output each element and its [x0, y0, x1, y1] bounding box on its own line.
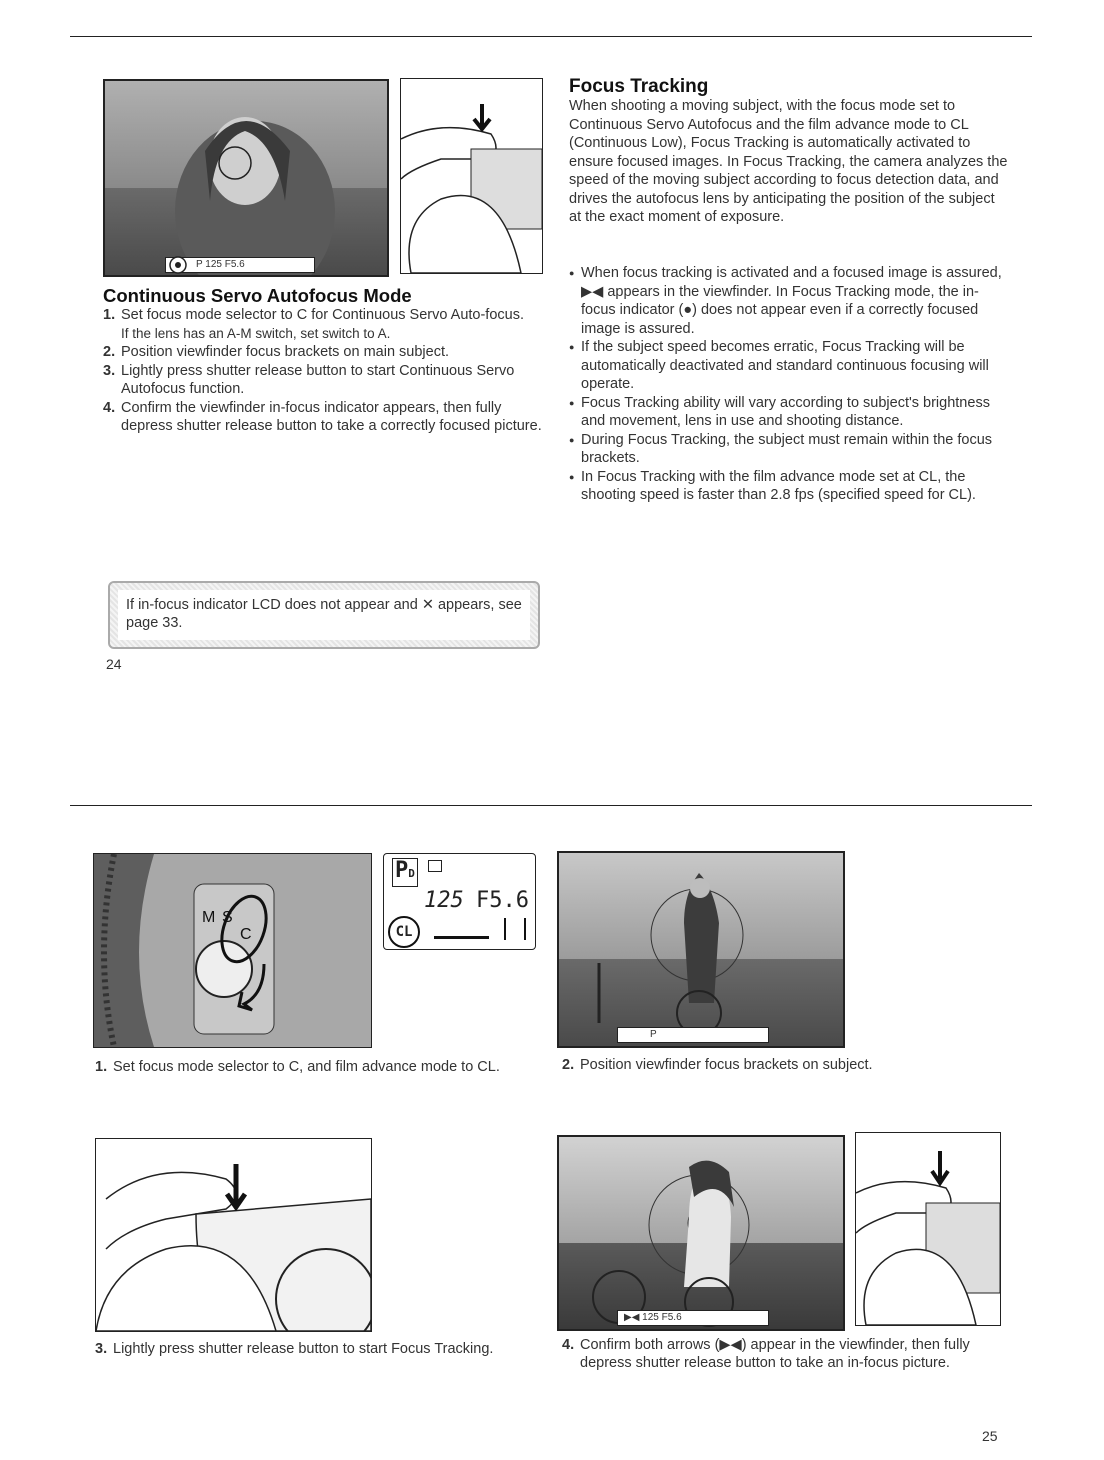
bullet-5: ● In Focus Tracking with the film advance mode set at CL, the shooting speed is faster than 2.8 fps (specified speed for CL).: [569, 468, 976, 503]
step-3-text: Lightly press shutter release button to start Continuous Servo Autofocus function.: [121, 362, 515, 397]
lcd-panel: [383, 853, 536, 950]
bullet-dot-icon: ●: [569, 397, 575, 408]
viewfinder-readout-bar-2: P: [617, 1027, 769, 1043]
caption-1: 1. Set focus mode selector to C, and film advance mode to CL.: [95, 1059, 500, 1075]
step-2: 2. Position viewfinder focus brackets on main subject.: [103, 344, 450, 360]
viewfinder-readout-text: P 125 F5.6: [196, 259, 245, 270]
selector-label-c: C: [240, 926, 252, 943]
lcd-exposure-mode: P: [395, 858, 409, 883]
hand-on-camera-illustration: [401, 79, 542, 273]
bullet-dot-icon: ●: [569, 268, 575, 278]
bullet-dot-icon: ●: [569, 471, 575, 482]
cyclist-scene: [559, 853, 843, 1046]
viewfinder-readout-bar-4: ▶◀ 125 F5.6: [617, 1310, 769, 1326]
step-4: 4. Confirm the viewfinder in-focus indicator appears, then fully depress shutter release button to take a correctly focused picture.: [103, 399, 548, 436]
selector-label-m: M: [202, 909, 216, 926]
step-1: 1. Set focus mode selector to C for Continuous Servo Auto-focus. If the lens has an A-M switch, set switch to A.: [103, 306, 548, 343]
lcd-aperture: F5.6: [476, 888, 529, 913]
lcd-frame-bar: [434, 936, 489, 939]
middle-rule: [70, 805, 1032, 806]
continuous-servo-steps: [103, 306, 548, 436]
caption-4: 4. Confirm both arrows (▶◀) appear in the viewfinder, then fully depress shutter release button to take an in-focus picture.: [562, 1337, 970, 1371]
bullet-dot-icon: ●: [569, 342, 575, 352]
continuous-servo-heading: Continuous Servo Autofocus Mode: [103, 285, 412, 306]
lcd-mode-sub: D: [408, 867, 415, 880]
focus-tracking-bullets: [569, 264, 1009, 505]
bullet-dot-icon: ●: [569, 434, 575, 445]
shutter-press-sketch-large: [95, 1138, 372, 1332]
lcd-metering-icon: [428, 860, 442, 872]
shutter-press-sketch-small: [855, 1132, 1001, 1326]
step-3: 3. Lightly press shutter release button to start Continuous Servo Autofocus function.: [103, 362, 548, 399]
hand-on-camera-illustration-small: [856, 1133, 1000, 1325]
step-2-text: Position viewfinder focus brackets on main subject.: [121, 344, 450, 360]
step-4-text: Confirm the viewfinder in-focus indicator appears, then fully depress shutter release button to take a correctly focused picture.: [121, 399, 542, 434]
selector-label-s: S: [222, 909, 233, 926]
viewfinder-photo-girl: [103, 79, 389, 277]
girl-figure: [105, 81, 387, 275]
focus-tracking-paragraph: When shooting a moving subject, with the focus mode set to Continuous Servo Autofocus and the film advance mode to CL (Continuous Low), Focus Tracking is automatically activated to ensure focused images. In Focus Tracking, the camera analyzes the speed of the moving subject according to focus detection data, and drives the autofocus lens by anticipating the position of the subject at the exact moment of exposure.: [569, 98, 1008, 225]
shutter-press-sketch-top: [400, 78, 543, 274]
focus-mode-selector-photo: [93, 853, 372, 1048]
bullet-1: ● When focus tracking is activated and a focused image is assured, ▶◀ appears in the viewfinder. In Focus Tracking mode, the in-focus indicator (●) does not appear even if a correctly focused image is assured.: [569, 265, 1002, 337]
hand-on-shutter-illustration: [96, 1139, 371, 1331]
caption-3: 3. Lightly press shutter release button to start Focus Tracking.: [95, 1341, 494, 1357]
caption-2: 2. Position viewfinder focus brackets on subject.: [562, 1057, 873, 1073]
page-number-left: 24: [106, 656, 122, 672]
focus-tracking-heading: Focus Tracking: [569, 76, 709, 97]
cyclist-scene-close: [559, 1137, 843, 1329]
selector-illustration: [94, 854, 371, 1047]
bullet-3: ● Focus Tracking ability will vary according to subject's brightness and movement, lens in use and shooting distance.: [569, 394, 990, 429]
lcd-shutter-speed: 125: [424, 888, 464, 913]
bullet-4: ● During Focus Tracking, the subject must remain within the focus brackets.: [569, 431, 993, 466]
bullet-2: ● If the subject speed becomes erratic, Focus Tracking will be automatically deactivated and standard continuous focusing will operate.: [569, 339, 989, 392]
lcd-film-advance: CL: [388, 916, 420, 948]
note-text: If in-focus indicator LCD does not appear and ✕ appears, see page 33.: [118, 590, 530, 640]
page-number-right: 25: [982, 1428, 998, 1444]
step-1-subtext: If the lens has an A-M switch, set switch to A.: [121, 325, 391, 341]
note-box: [108, 581, 540, 649]
viewfinder-photo-cyclist-4: [557, 1135, 845, 1331]
step-1-text: Set focus mode selector to C for Continuous Servo Auto-focus.: [121, 307, 524, 323]
top-rule: [70, 36, 1032, 37]
in-focus-indicator-icon: [167, 255, 189, 275]
lcd-frame-bracket: [504, 918, 526, 940]
viewfinder-photo-cyclist-2: [557, 851, 845, 1048]
